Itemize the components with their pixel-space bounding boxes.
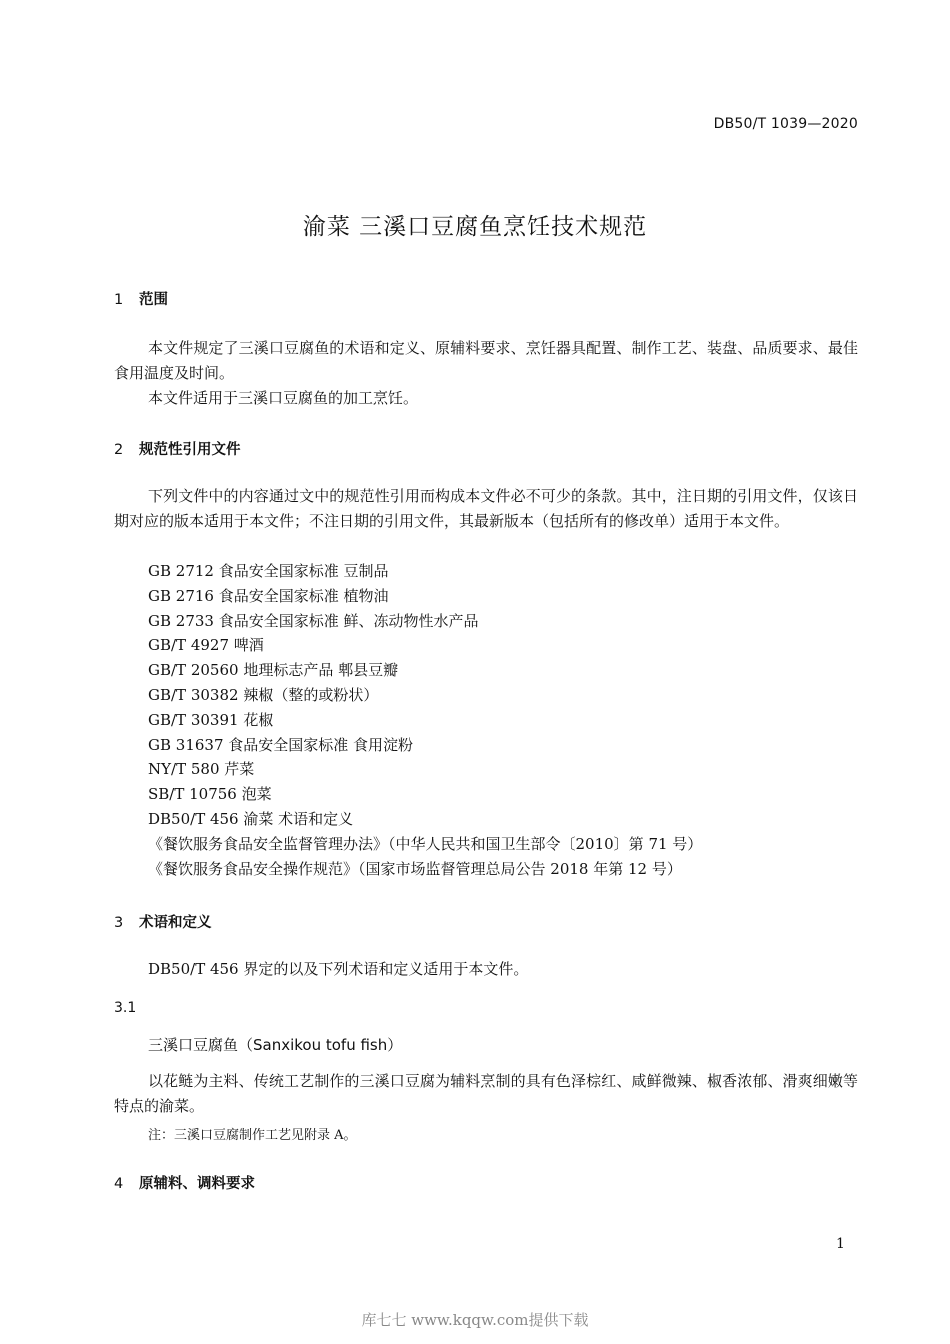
- reference-item: NY/T 580 芹菜: [148, 760, 255, 779]
- reference-item: GB/T 30391 花椒: [148, 710, 274, 729]
- reference-item: SB/T 10756 泡菜: [148, 785, 272, 804]
- download-footer: 库七七 www.kqqw.com提供下载: [361, 1311, 589, 1329]
- reference-item: GB/T 4927 啤酒: [148, 636, 264, 655]
- section-3-heading: [114, 911, 212, 932]
- section-title: 术语和定义: [139, 915, 212, 931]
- term-note: 注：三溪口豆腐制作工艺见附录 A。: [148, 1128, 357, 1143]
- reference-item: GB 2716 食品安全国家标准 植物油: [148, 586, 389, 605]
- section-title: 范围: [139, 292, 168, 308]
- section-title: 规范性引用文件: [139, 442, 241, 458]
- section-number: 1: [114, 292, 124, 308]
- reference-item: GB/T 30382 辣椒（整的或粉状）: [148, 685, 379, 704]
- section-2-heading: [114, 438, 241, 459]
- term-definition: 以花鲢为主料、传统工艺制作的三溪口豆腐为辅料烹制的具有色泽棕红、咸鲜微辣、椒香浓郁、滑爽细嫩等特点的渝菜。: [114, 1072, 858, 1115]
- section-1-heading: [114, 288, 168, 309]
- reference-item: GB/T 20560 地理标志产品 郫县豆瓣: [148, 661, 399, 680]
- term-heading: 三溪口豆腐鱼（Sanxikou tofu fish）: [148, 1036, 403, 1054]
- section-4-heading: [114, 1172, 255, 1193]
- document-number: DB50/T 1039—2020: [713, 116, 858, 132]
- section-number: 4: [114, 1176, 124, 1192]
- reference-item: DB50/T 456 渝菜 术语和定义: [148, 809, 354, 828]
- page-number: 1: [836, 1236, 845, 1252]
- normative-references-list: [148, 559, 702, 881]
- page-title: 渝菜 三溪口豆腐鱼烹饪技术规范: [302, 214, 648, 240]
- reference-item: 《餐饮服务食品安全监督管理办法》（中华人民共和国卫生部令〔2010〕第 71 号）: [148, 834, 703, 853]
- reference-item: 《餐饮服务食品安全操作规范》（国家市场监督管理总局公告 2018 年第 12 号）: [148, 859, 682, 878]
- reference-item: GB 2733 食品安全国家标准 鲜、冻动物性水产品: [148, 611, 479, 630]
- section-3-intro: DB50/T 456 界定的以及下列术语和定义适用于本文件。: [148, 960, 529, 978]
- section-1-scope-paragraph: 本文件适用于三溪口豆腐鱼的加工烹饪。: [148, 389, 419, 407]
- section-1-paragraph: 本文件规定了三溪口豆腐鱼的术语和定义、原辅料要求、烹饪器具配置、制作工艺、装盘、品质要求、最佳食用温度及时间。: [114, 339, 858, 382]
- subsection-number: 3.1: [114, 1000, 137, 1016]
- section-number: 3: [114, 915, 124, 931]
- section-2-intro: 下列文件中的内容通过文中的规范性引用而构成本文件必不可少的条款。其中，注日期的引用文件，仅该日期对应的版本适用于本文件；不注日期的引用文件，其最新版本（包括所有的修改单）适用于本文件。: [114, 487, 858, 530]
- section-number: 2: [114, 442, 124, 458]
- reference-item: GB 31637 食品安全国家标准 食用淀粉: [148, 735, 414, 754]
- reference-item: GB 2712 食品安全国家标准 豆制品: [148, 562, 389, 580]
- section-title: 原辅料、调料要求: [139, 1176, 255, 1192]
